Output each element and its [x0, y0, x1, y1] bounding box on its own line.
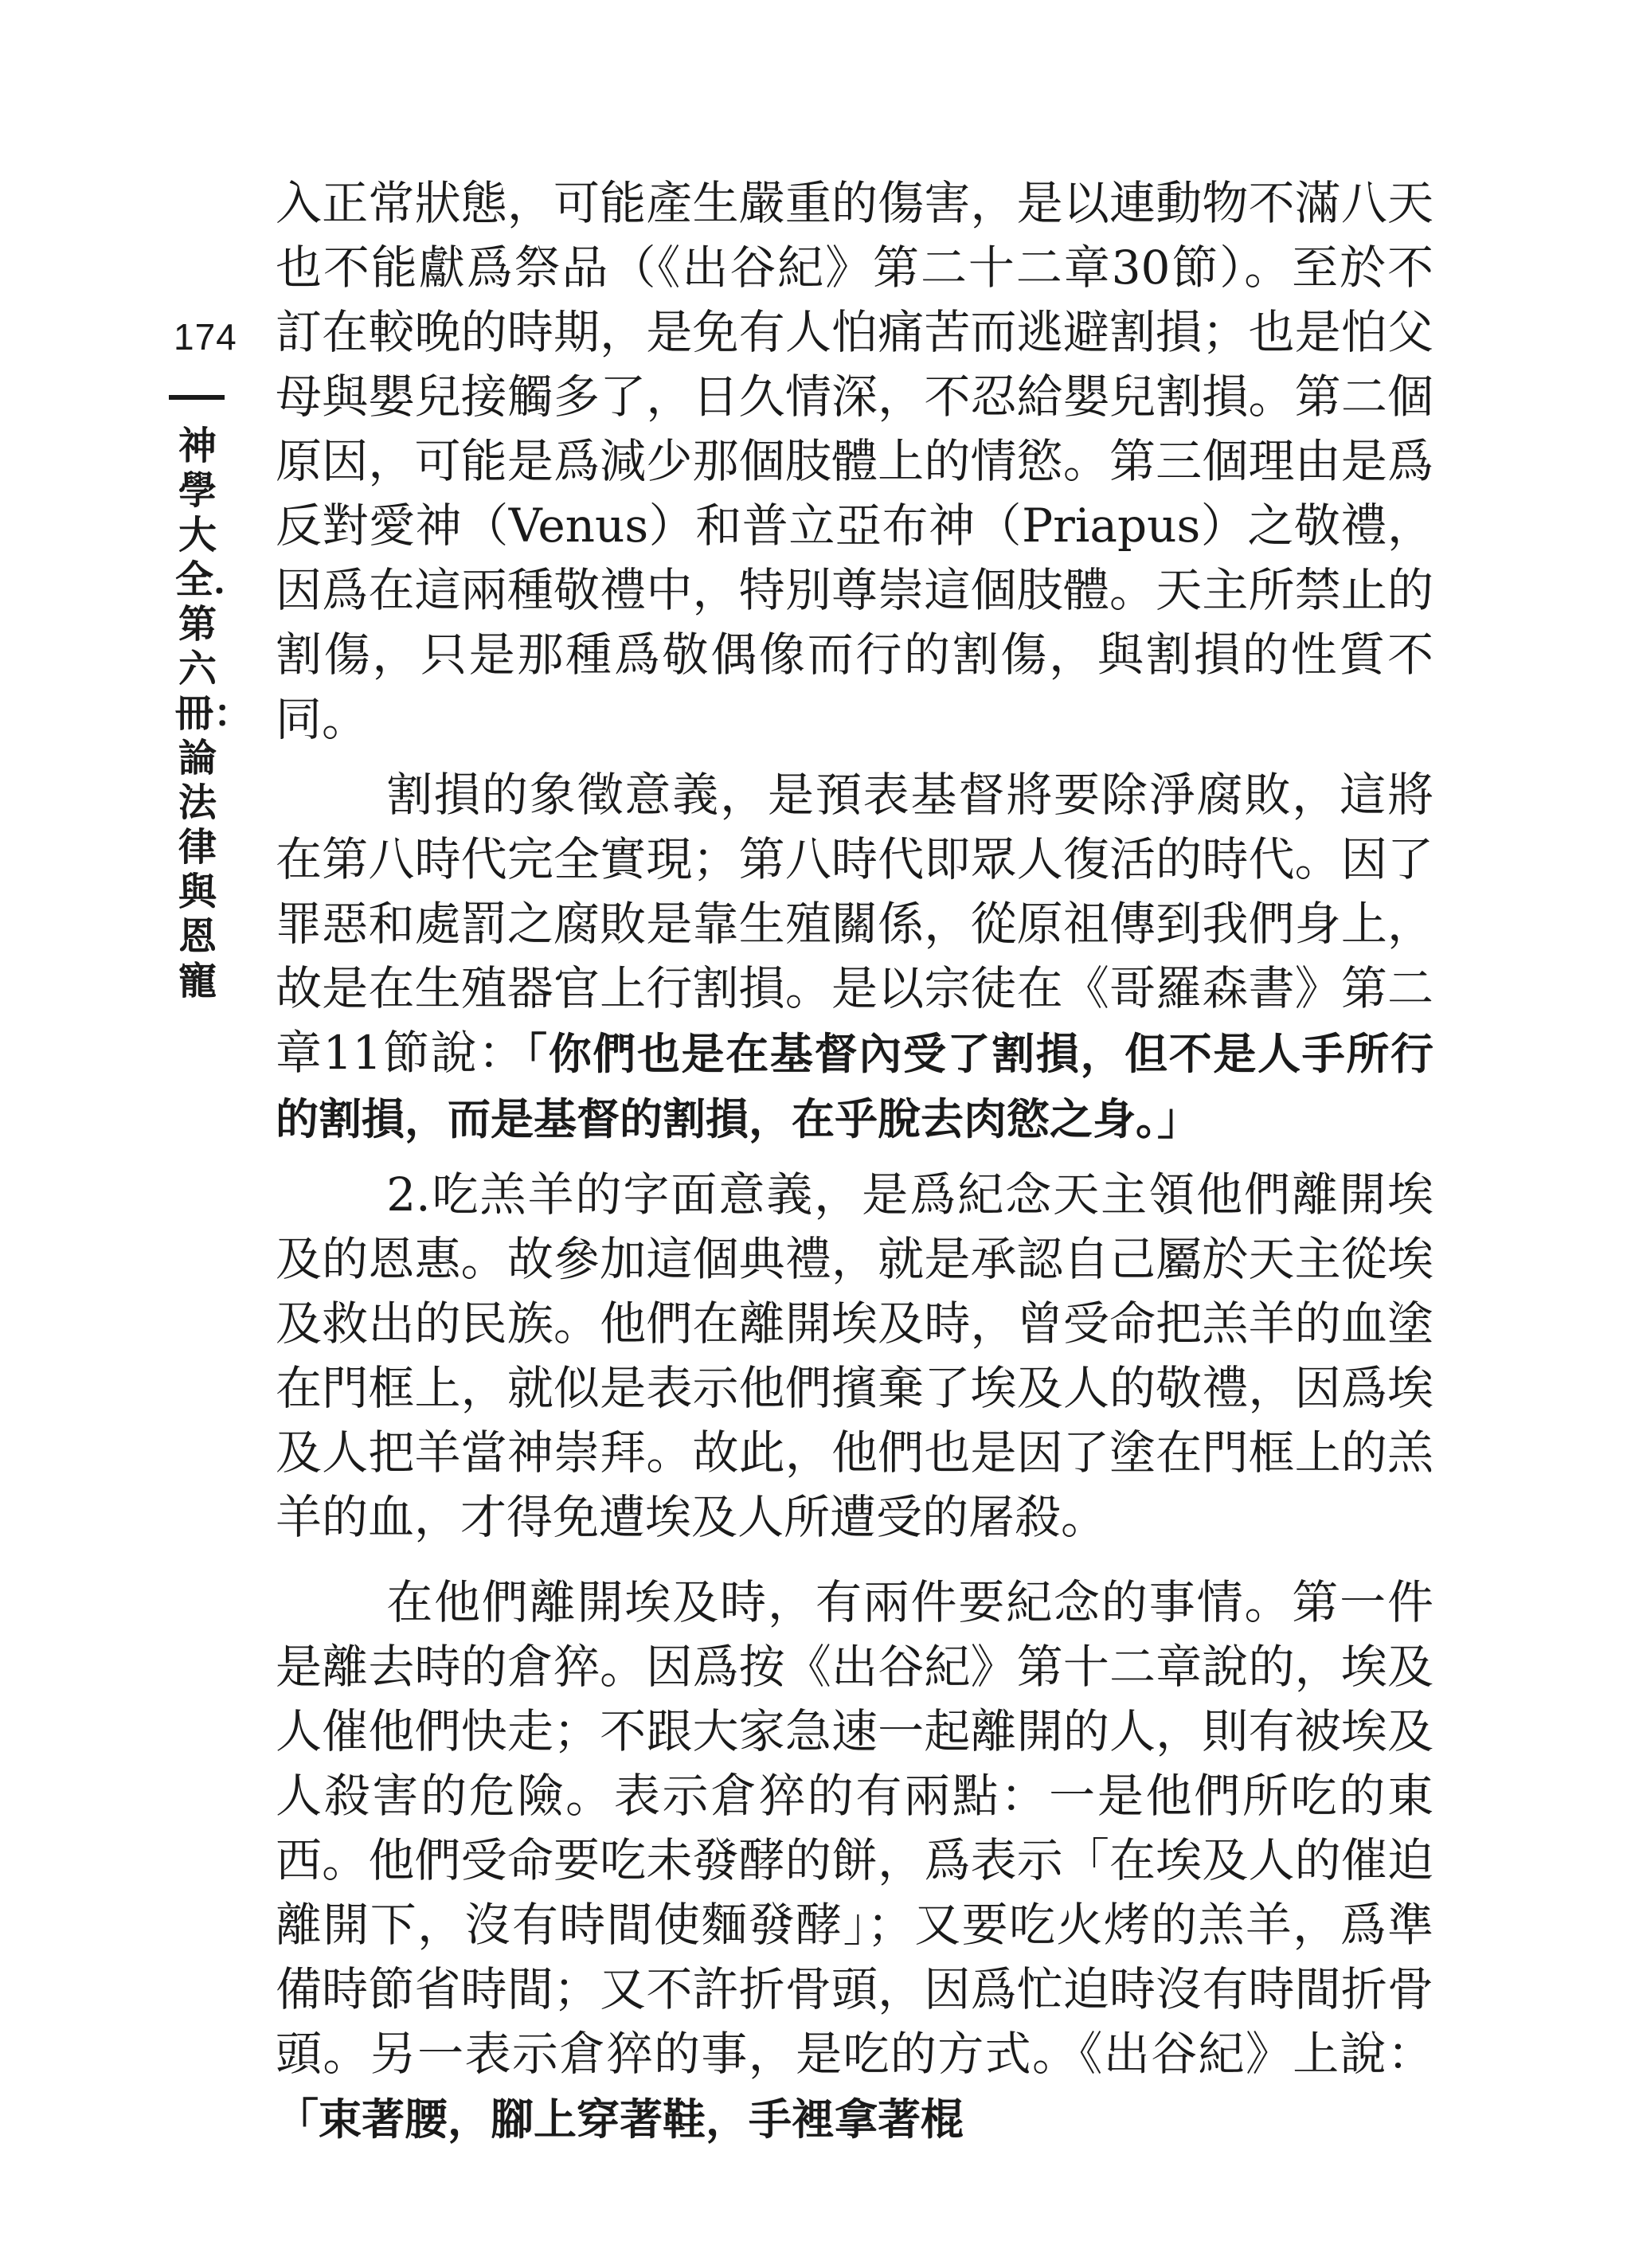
paragraph-4-text: 在他們離開埃及時，有兩件要紀念的事情。第一件是離去時的倉猝。因爲按《出谷紀》第十二章說的，埃及人催他們快走；不跟大家急速一起離開的人，則有被埃及人殺害的危險。表示倉猝的有兩點：一是他們所吃的東西。他們受命要吃未發酵的餅，爲表示「在埃及人的催迫離開下，沒有時間使麵發酵」；又要吃火烤的羔羊，爲準備時節省時間；又不許折骨頭，因爲忙迫時沒有時間折骨頭。另一表示倉猝的事，是吃的方式。《出谷紀》上說： [276, 1575, 1433, 2081]
body-text [276, 171, 1433, 2152]
paragraph-4-quote: 「束著腰，腳上穿著鞋，手裡拿著棍 [276, 2094, 964, 2145]
running-title: 神學大全．第六冊：論法律與恩寵 [175, 424, 252, 1003]
page-number: 174 [174, 316, 237, 358]
paragraph-4 [276, 1570, 1433, 2152]
paragraph-1: 入正常狀態，可能產生嚴重的傷害，是以連動物不滿八天也不能獻爲祭品（《出谷紀》第二十二章30節）。至於不訂在較晚的時期，是免有人怕痛苦而逃避割損；也是怕父母與嬰兒接觸多了，日久情深，不忍給嬰兒割損。第二個原因，可能是爲減少那個肢體上的情慾。第三個理由是爲反對愛神（Venus）和普立亞布神（Priapus）之敬禮，因爲在這兩種敬禮中，特別尊崇這個肢體。天主所禁止的割傷，只是那種爲敬偶像而行的割傷，與割損的性質不同。 [276, 176, 1433, 746]
paragraph-3: 2.吃羔羊的字面意義，是爲紀念天主領他們離開埃及的恩惠。故參加這個典禮，就是承認自己屬於天主從埃及救出的民族。他們在離開埃及時，曾受命把羔羊的血塗在門框上，就似是表示他們擯棄了埃及人的敬禮，因爲埃及人把羊當神崇拜。故此，他們也是因了塗在門框上的羔羊的血，才得免遭埃及人所遭受的屠殺。 [276, 1167, 1433, 1544]
running-title-rule [169, 395, 225, 400]
paragraph-2-text: 割損的象徵意義，是預表基督將要除淨腐敗，這將在第八時代完全實現；第八時代即眾人復活的時代。因了罪惡和處罰之腐敗是靠生殖關係，從原祖傳到我們身上，故是在生殖器官上行割損。是以宗徒在《哥羅森書》第二章11節說： [276, 768, 1433, 1080]
paragraph-2-quote: 「你們也是在基督內受了割損，但不是人手所行的割損，而是基督的割損，在乎脫去肉慾之身。」 [276, 1029, 1433, 1144]
paragraph-2 [276, 763, 1433, 1152]
